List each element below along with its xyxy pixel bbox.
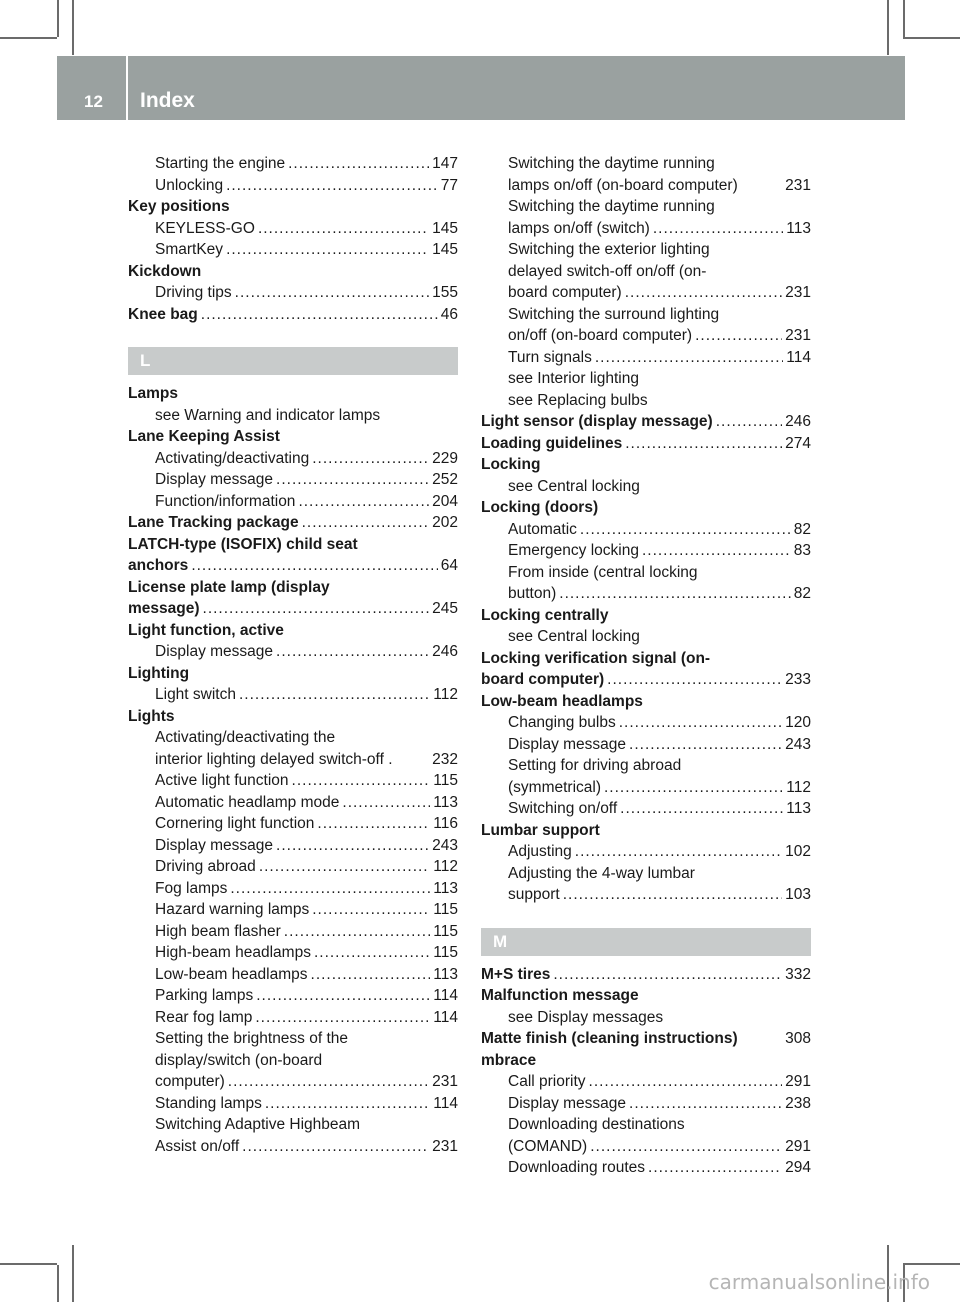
dot-leader [259,856,430,878]
index-subentry [481,390,811,412]
index-entry [128,555,458,577]
page-reference[interactable]: 82 [793,520,811,538]
dot-leader [629,1093,782,1115]
index-entry [481,691,811,713]
entry-text: M+S tires [481,965,551,983]
dot-leader [312,899,430,921]
dot-leader [312,448,429,470]
entry-text: Switching the exterior lighting [508,241,710,258]
page-number: 12 [84,92,103,111]
crop-mark [903,0,905,37]
page-reference[interactable]: 116 [433,815,458,832]
index-entry [128,304,458,326]
dot-leader [619,712,782,734]
page-reference[interactable]: 232 [432,750,458,768]
index-subentry [481,884,811,906]
index-entry [128,261,458,283]
entry-text: KEYLESS-GO [155,219,255,237]
index-subentry [128,1114,458,1136]
dot-leader [235,282,429,304]
page-reference[interactable]: 274 [785,434,811,452]
entry-text: Activating/deactivating the [155,729,336,746]
index-entry [481,669,811,691]
entry-text: Fog lamps [155,879,228,897]
index-subentry [481,368,811,390]
index-subentry [481,347,811,369]
index-subentry [128,835,458,857]
entry-text: message) [128,600,200,617]
entry-text: Changing bulbs [508,714,616,731]
index-subentry [128,1028,458,1050]
page-reference[interactable]: 113 [786,800,811,817]
page-reference[interactable]: 231 [432,1073,458,1090]
entry-text: Downloading routes [508,1159,646,1176]
index-subentry [128,1007,458,1029]
page-reference[interactable]: 147 [432,155,458,172]
index-subentry [481,196,811,218]
page-reference[interactable]: 238 [785,1094,811,1112]
index-subentry [481,712,811,734]
index-entry [481,411,811,433]
entry-text: Display message [508,735,627,753]
entry-text: Adjusting [508,843,572,860]
index-subentry [481,540,811,562]
entry-text: Display message [155,643,274,660]
page-reference[interactable]: 308 [785,1030,811,1047]
entry-text: Parking lamps [155,987,254,1004]
entry-text: From inside (central locking [508,563,698,581]
page-reference[interactable]: 115 [433,944,458,961]
index-subentry [128,964,458,986]
entry-text: Kickdown [128,262,202,280]
crop-mark [72,0,74,55]
index-subentry [128,749,458,771]
entry-text: Emergency locking [508,542,639,559]
entry-text: Locking [481,456,541,473]
index-entry [481,985,811,1007]
page-reference[interactable]: 114 [786,348,811,366]
crop-mark [0,37,57,39]
dot-leader [716,411,782,433]
page-reference[interactable]: 243 [432,836,458,854]
page-reference[interactable]: 112 [786,778,811,796]
dot-leader [629,734,782,756]
watermark: carmanualsonline.info [708,1270,930,1294]
index-subentry [128,985,458,1007]
index-subentry [128,1093,458,1115]
entry-text: Call priority [508,1073,586,1090]
dot-leader [559,583,790,605]
entry-text: Switching the daytime running [508,155,715,172]
page-reference[interactable]: 233 [785,671,811,688]
dot-leader [298,491,429,513]
index-subentry [481,261,811,283]
entry-text: License plate lamp (display [128,578,330,596]
crop-mark [903,1263,960,1265]
page-reference[interactable]: 82 [793,585,811,602]
index-column-left [128,153,458,1157]
entry-text: Setting for driving abroad [508,757,682,774]
entry-text: Lamps [128,385,178,402]
index-subentry [481,863,811,885]
index-entry [128,598,458,620]
index-subentry [128,218,458,240]
entry-text: Display message [155,836,274,854]
index-subentry [481,1136,811,1158]
dot-leader [590,1136,782,1158]
entry-text: Lights [128,707,175,725]
index-entry [481,454,811,476]
index-entry [128,383,458,405]
entry-text: Knee bag [128,305,198,323]
page-reference[interactable]: 231 [785,327,811,344]
page-reference[interactable]: 231 [432,1137,458,1155]
entry-text: interior lighting delayed switch-off . [155,750,393,768]
entry-text: Standing lamps [155,1094,262,1112]
section-header: L [128,347,458,375]
crop-mark [72,1245,74,1302]
index-subentry [481,583,811,605]
index-entry [128,706,458,728]
crop-mark [57,1265,59,1302]
index-subentry [128,813,458,835]
dot-leader [302,512,430,534]
dot-leader [203,598,430,620]
entry-text: Locking verification signal (on- [481,649,711,667]
index-entry [128,196,458,218]
dot-leader [563,884,782,906]
page-reference[interactable]: 102 [785,843,811,860]
entry-text: Loading guidelines [481,434,623,452]
dot-leader [580,519,791,541]
entry-text: Locking (doors) [481,499,599,516]
index-subentry [481,626,811,648]
dot-leader [242,1136,429,1158]
dot-leader [230,878,430,900]
entry-text: board computer) [508,284,622,301]
dot-leader [201,304,438,326]
index-subentry [128,175,458,197]
index-subentry [128,282,458,304]
entry-text: button) [508,585,557,602]
index-subentry [128,153,458,175]
index-subentry [481,325,811,347]
dot-leader [625,433,782,455]
page-reference[interactable]: 155 [432,284,458,301]
entry-text: Adjusting the 4-way lumbar [508,864,695,882]
page-reference[interactable]: 145 [432,241,458,258]
entry-text: Lighting [128,664,190,682]
page-reference[interactable]: 120 [785,714,811,731]
index-subentry [481,218,811,240]
entry-text: Display message [508,1094,627,1112]
index-subentry [481,282,811,304]
page-reference[interactable]: 252 [432,471,458,488]
dot-leader [620,798,783,820]
index-entry [128,534,458,556]
entry-text: Turn signals [508,348,592,366]
page-reference[interactable]: 291 [785,1073,811,1090]
entry-text: see Replacing bulbs [508,391,648,409]
entry-text: Assist on/off [155,1137,240,1155]
entry-text: see Interior lighting [508,370,639,387]
dot-leader [314,942,430,964]
index-subentry [481,755,811,777]
page-reference[interactable]: 231 [785,176,811,194]
index-subentry [128,641,458,663]
page-reference[interactable]: 332 [785,965,811,983]
entry-text: Light function, active [128,621,284,639]
entry-text: LATCH-type (ISOFIX) child seat [128,535,358,553]
index-entry [128,577,458,599]
index-subentry [481,1093,811,1115]
crop-mark [887,0,889,55]
dot-leader [239,684,430,706]
crop-mark [57,0,59,37]
dot-leader [265,1093,430,1115]
page-reference[interactable]: 294 [785,1159,811,1176]
dot-leader [311,964,431,986]
index-entry [128,663,458,685]
index-subentry [128,942,458,964]
index-subentry [128,856,458,878]
index-subentry [128,1050,458,1072]
dot-leader [226,175,438,197]
entry-text: Hazard warning lamps [155,901,310,918]
page-reference[interactable]: 231 [785,284,811,301]
entry-text: Cornering light function [155,815,315,832]
entry-text: Activating/deactivating [155,449,310,467]
index-subentry [128,469,458,491]
page-reference[interactable]: 115 [433,922,458,940]
dot-leader [653,218,783,240]
entry-text: Switching the daytime running [508,198,715,215]
page-reference[interactable]: 64 [440,557,458,574]
page-reference[interactable]: 114 [433,987,458,1004]
index-subentry [481,1114,811,1136]
index-subentry [128,405,458,427]
index-subentry [128,878,458,900]
page-reference[interactable]: 112 [433,858,458,875]
entry-text: Driving tips [155,284,232,301]
index-subentry [481,734,811,756]
entry-text: Rear fog lamp [155,1008,253,1026]
index-subentry [128,770,458,792]
page-title: Index [140,89,195,112]
entry-text: Matte finish (cleaning instructions) [481,1030,738,1047]
dot-leader [553,964,782,986]
entry-text: see Central locking [508,628,640,645]
dot-leader [288,153,429,175]
index-subentry [481,1071,811,1093]
page-reference[interactable]: 114 [433,1008,458,1026]
entry-text: Light sensor (display message) [481,413,713,430]
entry-text: (symmetrical) [508,778,601,796]
dot-leader [276,469,429,491]
page-reference[interactable]: 202 [432,514,458,531]
crop-mark [903,37,960,39]
dot-leader [642,540,791,562]
dot-leader [342,792,430,814]
index-subentry [128,899,458,921]
page-reference[interactable]: 204 [432,492,458,510]
index-subentry [481,1007,811,1029]
entry-text: lamps on/off (switch) [508,219,650,237]
entry-text: Lane Keeping Assist [128,428,280,445]
entry-text: Setting the brightness of the [155,1030,349,1047]
dot-leader [604,777,783,799]
dot-leader [607,669,782,691]
index-subentry [481,777,811,799]
index-entry [481,605,811,627]
dot-leader [228,1071,429,1093]
entry-text: Switching Adaptive Highbeam [155,1116,361,1133]
entry-text: Low-beam headlamps [155,965,308,983]
index-entry [481,1028,811,1050]
page-reference[interactable]: 113 [433,879,458,897]
index-entry [481,433,811,455]
index-entry [481,964,811,986]
page-reference[interactable]: 115 [433,901,458,918]
entry-text: board computer) [481,671,605,688]
index-subentry [128,491,458,513]
entry-text: Malfunction message [481,987,639,1004]
entry-text: see Central locking [508,477,640,495]
index-subentry [128,727,458,749]
index-entry [128,620,458,642]
page-reference[interactable]: 145 [432,219,458,237]
entry-text: High-beam headlamps [155,944,311,961]
page-reference[interactable]: 115 [433,772,458,789]
dot-leader [191,555,437,577]
page-reference[interactable]: 113 [433,793,458,811]
entry-text: Low-beam headlamps [481,692,643,710]
page-reference[interactable]: 103 [785,886,811,903]
entry-text: Light switch [155,686,236,703]
entry-text: Driving abroad [155,858,256,875]
index-subentry [481,562,811,584]
entry-text: Downloading destinations [508,1116,685,1133]
entry-text: see Warning and indicator lamps [155,406,381,424]
entry-text: High beam flasher [155,922,281,940]
dot-leader [276,641,429,663]
dot-leader [284,921,430,943]
dot-leader [589,1071,783,1093]
index-column-right [481,153,811,1179]
entry-text: Lumbar support [481,821,600,839]
dot-leader [258,218,429,240]
index-subentry [128,448,458,470]
section-header: M [481,928,811,956]
page-reference[interactable]: 112 [433,686,458,703]
entry-text: Starting the engine [155,155,286,172]
page-reference[interactable]: 113 [433,965,458,983]
page-reference[interactable]: 113 [786,219,811,237]
header-divider [126,56,128,120]
entry-text: on/off (on-board computer) [508,327,693,344]
entry-text: Function/information [155,492,296,510]
entry-text: SmartKey [155,241,224,258]
page-reference[interactable]: 83 [793,542,811,559]
entry-text: Display message [155,471,274,488]
page-reference[interactable]: 246 [785,413,811,430]
dot-leader [255,1007,430,1029]
index-subentry [128,792,458,814]
index-entry [481,648,811,670]
index-entry [481,820,811,842]
page-reference[interactable]: 291 [785,1137,811,1155]
dot-leader [625,282,782,304]
index-subentry [481,476,811,498]
index-subentry [481,239,811,261]
entry-text: Automatic headlamp mode [155,793,340,811]
dot-leader [648,1157,782,1179]
index-subentry [481,175,811,197]
entry-text: lamps on/off (on-board computer) [508,176,738,194]
index-subentry [128,1071,458,1093]
index-subentry [128,684,458,706]
entry-text: computer) [155,1073,225,1090]
entry-text: support [508,886,560,903]
page-reference[interactable]: 114 [433,1094,458,1112]
entry-text: see Display messages [508,1008,664,1026]
entry-text: Active light function [155,772,289,789]
entry-text: delayed switch-off on/off (on- [508,262,707,280]
dot-leader [575,841,782,863]
crop-mark [0,1263,57,1265]
entry-text: Key positions [128,198,230,215]
index-subentry [481,304,811,326]
index-subentry [128,921,458,943]
entry-text: Locking centrally [481,606,609,624]
dot-leader [595,347,783,369]
index-entry [481,497,811,519]
index-entry [128,426,458,448]
page-reference[interactable]: 243 [785,735,811,753]
index-subentry [481,153,811,175]
index-subentry [128,239,458,261]
entry-text: Automatic [508,520,577,538]
index-entry [128,512,458,534]
index-subentry [128,1136,458,1158]
dot-leader [292,770,431,792]
entry-text: Switching the surround lighting [508,305,720,323]
page-reference[interactable]: 229 [432,449,458,467]
entry-text: Lane Tracking package [128,514,299,531]
entry-text: display/switch (on-board [155,1051,323,1069]
page-reference[interactable]: 246 [432,643,458,660]
dot-leader [695,325,782,347]
page-reference[interactable]: 245 [432,600,458,617]
dot-leader [226,239,429,261]
dot-leader [317,813,430,835]
entry-text: anchors [128,557,189,574]
index-entry [481,1050,811,1072]
index-subentry [481,519,811,541]
entry-text: Switching on/off [508,800,618,817]
index-subentry [481,798,811,820]
page-reference[interactable]: 77 [440,176,458,194]
index-subentry [481,1157,811,1179]
entry-text: mbrace [481,1051,537,1069]
entry-text: Unlocking [155,176,224,194]
entry-text: (COMAND) [508,1137,588,1155]
index-subentry [481,841,811,863]
page-reference[interactable]: 46 [440,305,458,323]
dot-leader [276,835,429,857]
dot-leader [256,985,430,1007]
